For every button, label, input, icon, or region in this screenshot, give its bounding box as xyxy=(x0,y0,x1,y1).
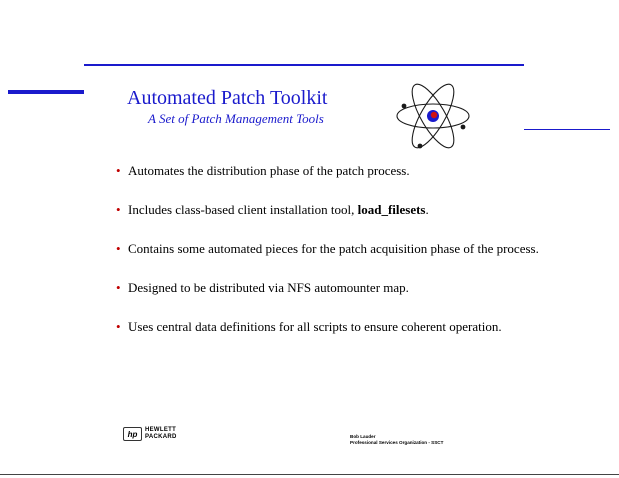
bullet-item: • Includes class-based client installation tool, load_filesets. xyxy=(116,201,556,219)
bullet-list xyxy=(116,162,556,357)
bullet-item: • Contains some automated pieces for the patch acquisition phase of the process. xyxy=(116,240,556,258)
top-rule xyxy=(84,64,524,66)
company-name: HEWLETT PACKARD xyxy=(145,427,177,440)
hp-mark: hp xyxy=(123,427,142,441)
slide-title: Automated Patch Toolkit xyxy=(127,87,328,109)
bullet-item: • Automates the distribution phase of the patch process. xyxy=(116,162,556,180)
left-rule xyxy=(8,90,84,94)
organization-name: Professional Services Organization - SSCT xyxy=(350,440,444,445)
author-name: Bob Lauder xyxy=(350,434,376,439)
slide-subtitle: A Set of Patch Management Tools xyxy=(148,111,324,126)
bottom-rule xyxy=(0,474,619,475)
bullet-item: • Uses central data definitions for all scripts to ensure coherent operation. xyxy=(116,318,556,336)
bullet-item: • Designed to be distributed via NFS automounter map. xyxy=(116,279,556,297)
tool-name: load_filesets xyxy=(357,202,426,217)
right-rule xyxy=(524,129,610,130)
footer-credit xyxy=(350,434,443,446)
hp-logo xyxy=(123,427,177,441)
atom-icon xyxy=(393,80,473,152)
